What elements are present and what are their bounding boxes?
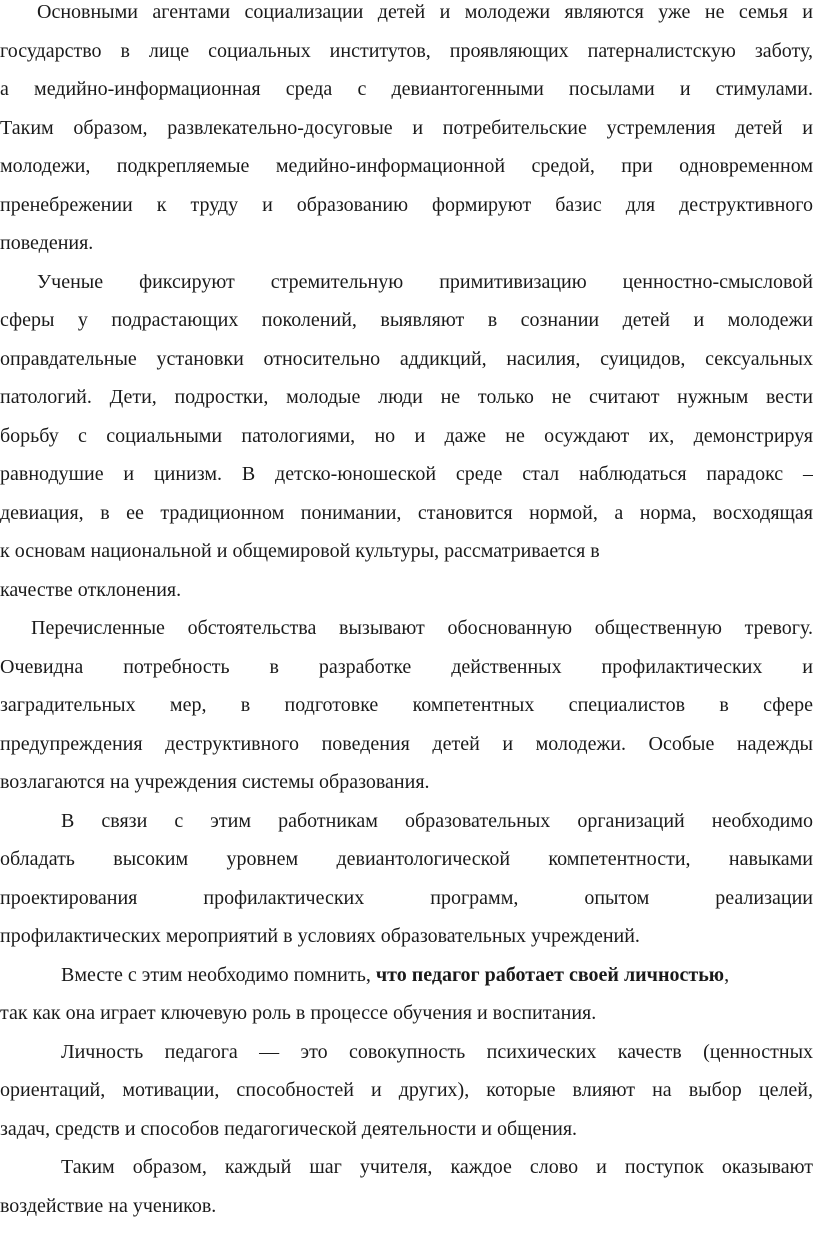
text-line: В связи с этим работникам образовательных организаций необходимо [61, 809, 813, 832]
text-line: предупреждения деструктивного поведения детей и молодежи. Особые надежды [0, 732, 813, 755]
text-line: пренебрежении к труду и образованию формируют базис для деструктивного [0, 193, 813, 216]
text-line: к основам национальной и общемировой культуры, рассматривается в [0, 540, 600, 562]
text-line: Таким образом, развлекательно-досуговые и потребительские устремления детей и [0, 116, 813, 139]
text-line: Ученые фиксируют стремительную примитивизацию ценностно-смысловой [37, 270, 813, 293]
text-line: а медийно-информационная среда с девиантогенными посылами и стимулами. [0, 78, 813, 100]
text-line [0, 956, 813, 995]
text-line: поведения. [0, 232, 94, 254]
paragraph-5 [0, 956, 813, 1033]
text-line: Основными агентами социализации детей и молодежи являются уже не семья и [37, 1, 813, 23]
text-line: патологий. Дети, подростки, молодые люди не только не считают нужным вести [0, 386, 813, 408]
text-line: борьбу с социальными патологиями, но и даже не осуждают их, демонстрируя [0, 424, 813, 447]
paragraph-6 [0, 1033, 813, 1149]
emphasized-text: что педагог работает своей личностью [375, 963, 725, 986]
text-line: равнодушие и цинизм. В детско-юношеской среде стал наблюдаться парадокс – [0, 463, 813, 485]
text-line: Таким образом, каждый шаг учителя, каждое слово и поступок оказывают [61, 1156, 813, 1178]
paragraph-2 [0, 263, 813, 610]
text-line: проектирования профилактических программ, опытом реализации [0, 886, 813, 909]
paragraph-4 [0, 802, 813, 956]
text-line: так как она играет ключевую роль в процессе обучения и воспитания. [0, 1002, 597, 1024]
paragraph-1 [0, 0, 813, 263]
text-line: государство в лице социальных институтов, проявляющих патерналистскую заботу, [0, 39, 813, 62]
text-line: воздействие на учеников. [0, 1194, 217, 1217]
text-segment: , [724, 963, 730, 986]
paragraph-7 [0, 1148, 813, 1225]
text-line: заградительных мер, в подготовке компетентных специалистов в сфере [0, 694, 813, 716]
text-line: возлагаются на учреждения системы образования. [0, 771, 430, 793]
text-line: профилактических мероприятий в условиях образовательных учреждений. [0, 925, 640, 947]
text-line: Личность педагога — это совокупность психических качеств (ценностных [61, 1040, 813, 1063]
text-line: обладать высоким уровнем девиантологической компетентности, навыками [0, 848, 813, 870]
text-line: Перечисленные обстоятельства вызывают обоснованную общественную тревогу. [31, 617, 813, 639]
text-line: ориентаций, мотивации, способностей и других), которые влияют на выбор целей, [0, 1079, 813, 1101]
paragraph-3 [0, 609, 813, 802]
text-line: задач, средств и способов педагогической деятельности и общения. [0, 1117, 578, 1140]
text-line: молодежи, подкрепляемые медийно-информационной средой, при одновременном [0, 155, 813, 177]
text-line: качестве отклонения. [0, 578, 182, 601]
text-line: девиация, в ее традиционном понимании, становится нормой, а норма, восходящая [0, 501, 813, 524]
text-line: Очевидна потребность в разработке действенных профилактических и [0, 655, 813, 678]
text-segment: Вместе с этим необходимо помнить, [61, 963, 376, 986]
text-line: оправдательные установки относительно аддикций, насилия, суицидов, сексуальных [0, 347, 813, 370]
text-line: сферы у подрастающих поколений, выявляют в сознании детей и молодежи [0, 309, 813, 331]
